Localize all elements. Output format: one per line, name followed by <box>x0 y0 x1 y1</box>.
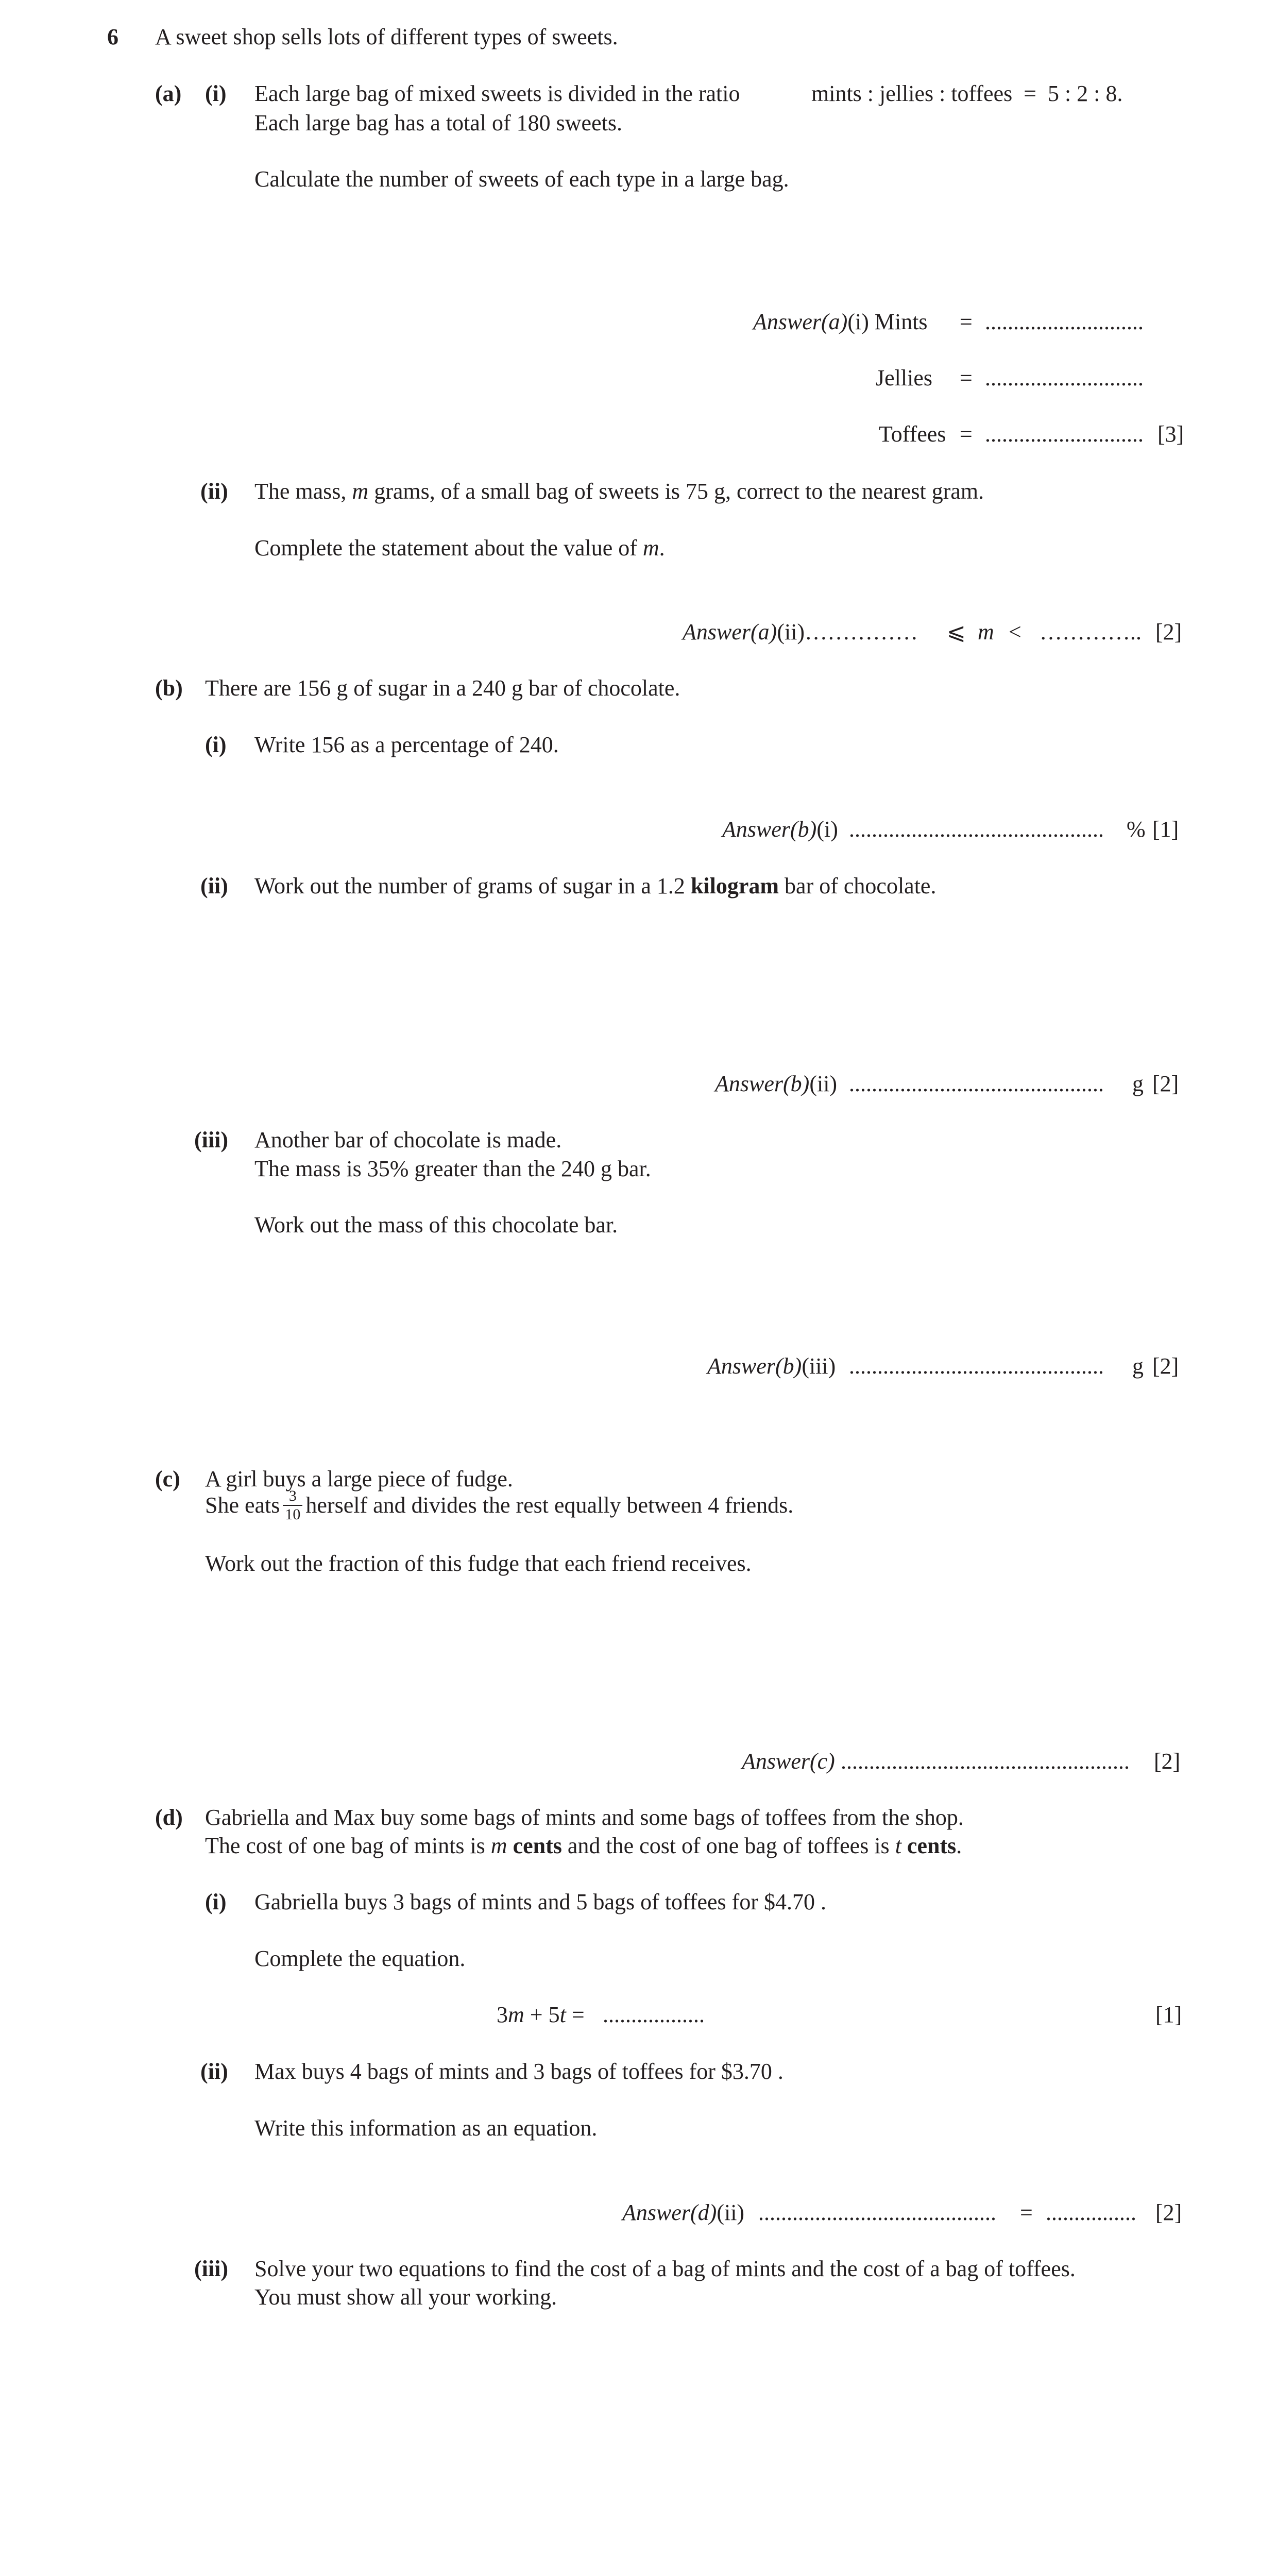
answer-blank-b-iii[interactable]: ............................................. <box>849 1353 1104 1379</box>
marks-c: [2] <box>1154 1749 1181 1774</box>
answer-label: Answer(a) <box>753 309 848 334</box>
part-a-i-line2: Each large bag has a total of 180 sweets. <box>254 110 622 135</box>
answer-part-label: (ii) <box>717 2200 745 2225</box>
answer-part-label: (ii) <box>809 1071 838 1096</box>
answer-part-label: (ii) <box>777 619 805 645</box>
jellies-label: Jellies <box>876 365 932 391</box>
part-a-label: (a) <box>155 81 182 106</box>
equation-d-i: 3m + 5t = <box>497 2002 585 2027</box>
part-b-ii-text: Work out the number of grams of sugar in a 1.2 kilogram bar of chocolate. <box>254 873 936 899</box>
part-b-iii-label: (iii) <box>194 1127 228 1153</box>
marks-b-i: [1] <box>1152 817 1179 842</box>
part-a-i-line1: Each large bag of mixed sweets is divided in the ratio <box>254 81 740 106</box>
part-a-i-ratio: mints : jellies : toffees = 5 : 2 : 8. <box>811 81 1123 106</box>
answer-blank-c[interactable]: ................................................... <box>841 1749 1130 1774</box>
marks-b-ii: [2] <box>1152 1071 1179 1096</box>
answer-blank-jellies[interactable]: ............................ <box>985 365 1144 391</box>
part-d-ii-text: Max buys 4 bags of mints and 3 bags of toffees for $3.70 . <box>254 2059 783 2084</box>
answer-a-ii-line <box>683 621 918 643</box>
part-a-i-label: (i) <box>205 81 227 106</box>
part-c-instruction: Work out the fraction of this fudge that each friend receives. <box>205 1551 752 1576</box>
answer-label: Answer(b) <box>715 1071 810 1096</box>
part-b-intro: There are 156 g of sugar in a 240 g bar of chocolate. <box>205 675 680 701</box>
answer-part-label: (iii) <box>802 1353 836 1379</box>
unit-grams: g <box>1132 1353 1144 1379</box>
answer-blank-d-i[interactable]: .................. <box>603 2002 705 2027</box>
question-number: 6 <box>107 24 118 49</box>
part-d-line2: The cost of one bag of mints is m cents and the cost of one bag of toffees is t cents. <box>205 1833 962 1858</box>
part-a-ii-text: The mass, m grams, of a small bag of sweets is 75 g, correct to the nearest gram. <box>254 479 984 504</box>
part-b-iii-line2: The mass is 35% greater than the 240 g bar. <box>254 1156 651 1181</box>
answer-blank-d-ii-left[interactable]: .......................................... <box>758 2200 996 2225</box>
part-d-i-instruction: Complete the equation. <box>254 1946 466 1971</box>
answer-blank-mints[interactable]: ............................ <box>985 309 1144 334</box>
equals-sign: = <box>960 421 973 447</box>
answer-blank-lower[interactable]: …………… <box>805 619 918 645</box>
part-c-line1: A girl buys a large piece of fudge. <box>205 1466 513 1492</box>
inequality-sign: ⩽ <box>947 619 966 645</box>
answer-label: Answer(b) <box>707 1353 802 1379</box>
part-d-ii-label: (ii) <box>200 2059 228 2084</box>
answer-label: Answer(a) <box>683 619 777 645</box>
unit-percent: % <box>1127 817 1146 842</box>
answer-d-ii-line <box>622 2201 744 2224</box>
marks-d-ii: [2] <box>1155 2200 1182 2225</box>
part-d-label: (d) <box>155 1805 183 1830</box>
toffees-label: Toffees <box>879 421 946 447</box>
marks-a-i: [3] <box>1157 421 1184 447</box>
question-intro: A sweet shop sells lots of different types of sweets. <box>155 24 618 49</box>
answer-blank-toffees[interactable]: ............................ <box>985 421 1144 447</box>
part-b-iii-line1: Another bar of chocolate is made. <box>254 1127 562 1153</box>
part-c-line2: She eats $\frac{3}{10}$ herself and divides the rest equally between 4 friends. <box>205 1487 794 1523</box>
marks-b-iii: [2] <box>1152 1353 1179 1379</box>
part-b-label: (b) <box>155 675 183 701</box>
part-d-line1: Gabriella and Max buy some bags of mints and some bags of toffees from the shop. <box>205 1805 964 1830</box>
answer-blank-upper[interactable]: ………….. <box>1040 619 1141 645</box>
answer-blank-b-i[interactable]: ............................................. <box>849 817 1104 842</box>
part-d-i-text: Gabriella buys 3 bags of mints and 5 bags of toffees for $4.70 . <box>254 1889 826 1914</box>
answer-b-iii-line <box>707 1355 836 1378</box>
part-a-ii-instruction: Complete the statement about the value of m. <box>254 535 665 561</box>
equals-sign: = <box>1020 2200 1033 2225</box>
part-c-label: (c) <box>155 1466 180 1492</box>
part-b-i-label: (i) <box>205 732 227 757</box>
answer-label: Answer(d) <box>622 2200 717 2225</box>
part-d-iii-line2: You must show all your working. <box>254 2284 557 2310</box>
less-than-sign: < <box>1009 619 1021 645</box>
unit-grams: g <box>1132 1071 1144 1096</box>
variable-m: m <box>978 619 994 645</box>
part-d-iii-label: (iii) <box>194 2256 228 2281</box>
answer-blank-b-ii[interactable]: ............................................. <box>849 1071 1104 1096</box>
part-a-i-instruction: Calculate the number of sweets of each type in a large bag. <box>254 166 789 192</box>
answer-part-label: (i) Mints <box>847 309 928 334</box>
answer-a-i-mints-line <box>753 311 928 333</box>
marks-d-i: [1] <box>1155 2002 1182 2027</box>
part-a-ii-label: (ii) <box>200 479 228 504</box>
equals-sign: = <box>960 365 973 391</box>
part-d-iii-line1: Solve your two equations to find the cost of a bag of mints and the cost of a bag of toffees. <box>254 2256 1076 2281</box>
answer-part-label: (i) <box>816 817 838 842</box>
marks-a-ii: [2] <box>1155 619 1182 645</box>
part-b-iii-instruction: Work out the mass of this chocolate bar. <box>254 1212 618 1238</box>
answer-label: Answer(b) <box>722 817 817 842</box>
answer-b-i-line <box>722 818 838 841</box>
answer-blank-d-ii-right[interactable]: ................ <box>1046 2200 1136 2225</box>
part-b-ii-label: (ii) <box>200 873 228 899</box>
part-b-i-text: Write 156 as a percentage of 240. <box>254 732 559 757</box>
equals-sign: = <box>960 309 973 334</box>
part-d-i-label: (i) <box>205 1889 227 1914</box>
part-d-ii-instruction: Write this information as an equation. <box>254 2115 598 2141</box>
answer-c-label: Answer(c) <box>742 1749 835 1774</box>
fraction-three-tenths: $\frac{3}{10}$ <box>283 1488 302 1522</box>
answer-b-ii-line <box>715 1073 837 1095</box>
